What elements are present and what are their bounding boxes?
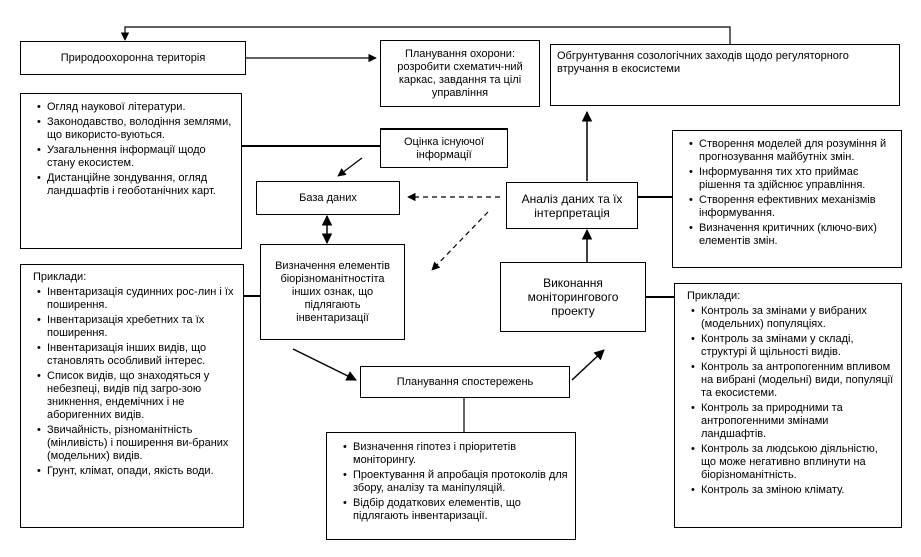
control-examples-title: Приклади: — [687, 290, 741, 302]
analysis-box — [506, 182, 638, 229]
protected-area-box — [20, 41, 246, 75]
list-item: • Контроль за антропогенним впливом на вибрані (модельні) види, популяції та екосистеми. — [701, 361, 895, 400]
inventory-examples-list — [33, 286, 237, 478]
control-examples-box — [674, 283, 902, 528]
list-item: • Створення моделей для розуміння й прогнозування майбутніх змін. — [699, 138, 895, 164]
database-label: База даних — [299, 191, 357, 204]
execution-label: Виконання моніторингового проекту — [527, 276, 619, 318]
assessment-label: Оцінка існуючої інформації — [403, 135, 485, 161]
analysis-label: Аналіз даних та їх інтерпретація — [521, 191, 623, 220]
list-item: • Дистанційне зондування, огляд ландшафтів і геоботанічних карт. — [47, 172, 235, 198]
control-examples-list — [687, 305, 895, 497]
list-item: • Законодавство, володіння землями, що використо-вуються. — [47, 116, 235, 142]
list-item: • Визначення гіпотез і пріоритетів моніторингу. — [353, 441, 569, 467]
planning-protection-box — [380, 40, 540, 107]
list-item: • Інвентаризація судинних рос-лин і їх поширення. — [47, 286, 237, 312]
list-item: • Створення ефективних механізмів інформування. — [699, 194, 895, 220]
assessment-box — [380, 128, 508, 168]
inventory-examples-box — [20, 264, 244, 528]
define-elements-label: Визначення елементів біорізноманітностіта інших ознак, що підлягають інвентаризації — [275, 259, 390, 324]
list-item: • Огляд наукової літератури. — [47, 101, 235, 114]
list-item: • Список видів, що знаходяться у небезпеці, видів під загро-зою зникнення, ендемічних і не аборигенних видів. — [47, 370, 237, 422]
protected-area-label: Природоохоронна територія — [60, 51, 206, 64]
define-elements-box — [260, 244, 405, 340]
sozological-measures-box — [550, 44, 900, 106]
dashed-analysis-to-elements — [432, 212, 488, 270]
observation-planning-label: Планування спостережень — [396, 375, 534, 388]
list-item: • Контроль за змінами у вибраних (модельних) популяціях. — [701, 305, 895, 331]
planning-protection-label: Планування охорони: розробити схематич-ний каркас, завдання та цілі управління — [397, 47, 523, 99]
list-item: • Інформування тих хто приймає рішення та здійснює управління. — [699, 166, 895, 192]
list-item: • Інвентаризація інших видів, що становлять особливий інтерес. — [47, 342, 237, 368]
inventory-examples-title: Приклади: — [33, 271, 87, 283]
list-item: • Звичайність, різноманітність (мінливість) і поширення ви-браних (модельних) видів. — [47, 424, 237, 463]
list-item: • Контроль за природними та антропогенними змінами ландшафтів. — [701, 402, 895, 441]
sources-list — [33, 101, 235, 198]
planning-tasks-list — [339, 441, 569, 523]
list-item: • Контроль за змінами у складі, структурі й щільності видів. — [701, 333, 895, 359]
list-item: • Грунт, клімат, опади, якість води. — [47, 465, 237, 478]
database-box — [256, 181, 400, 215]
planning-tasks-box — [326, 432, 576, 540]
arrow-elements-to-observation — [293, 349, 356, 380]
analysis-goals-list — [685, 138, 895, 248]
execution-box — [500, 262, 646, 332]
sozological-measures-label: Обгрунтування созологічних заходів щодо регуляторного втручання в екосистеми — [557, 50, 849, 75]
list-item: • Контроль за зміною клімату. — [701, 484, 895, 497]
list-item: • Узагальнення інформації щодо стану екосистем. — [47, 144, 235, 170]
list-item: • Проектування й апробація протоколів для збору, аналізу та маніпуляцій. — [353, 469, 569, 495]
observation-planning-box — [360, 366, 570, 398]
arrow-observation-to-execution — [572, 350, 604, 380]
list-item: • Відбір додаткових елементів, що підлягають інвентаризації. — [353, 497, 569, 523]
sources-list-box — [20, 93, 242, 249]
arrow-assessment-to-db — [338, 158, 362, 176]
list-item: • Інвентаризація хребетних та їх поширення. — [47, 314, 237, 340]
analysis-goals-box — [672, 130, 902, 268]
list-item: • Визначення критичних (ключо-вих) елементів змін. — [699, 222, 895, 248]
list-item: • Контроль за людською діяльністю, що може негативно вплинути на біорізноманітність. — [701, 443, 895, 482]
